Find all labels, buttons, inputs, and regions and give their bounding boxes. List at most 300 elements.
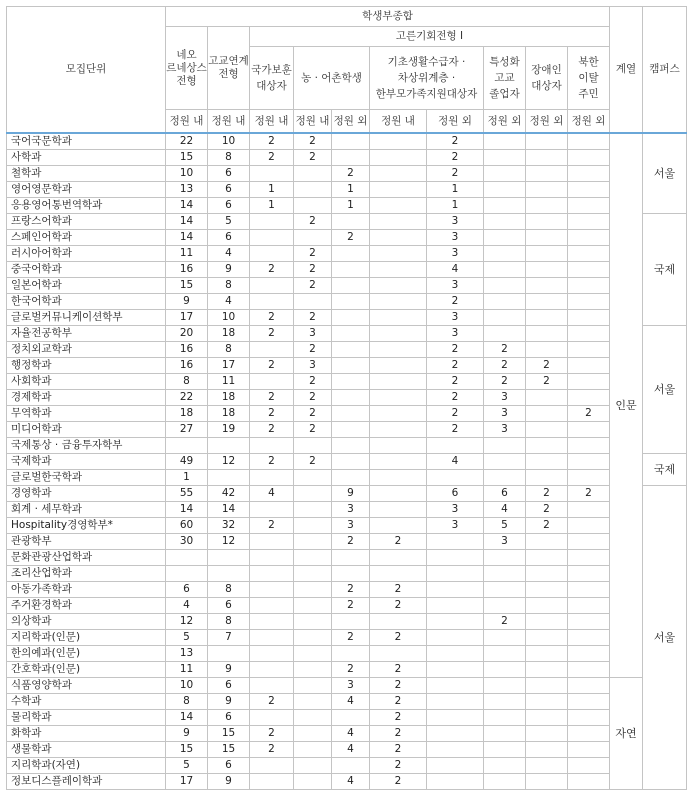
quota-cell — [427, 710, 484, 726]
quota-cell — [294, 694, 332, 710]
quota-cell: 2 — [294, 150, 332, 166]
quota-cell: 6 — [484, 486, 526, 502]
quota-cell: 32 — [208, 518, 250, 534]
quota-cell: 14 — [166, 214, 208, 230]
header-special-school — [484, 47, 526, 110]
quota-cell: 17 — [208, 358, 250, 374]
quota-cell — [526, 678, 568, 694]
header-neo-line: 네오 — [176, 48, 197, 61]
table-row — [7, 150, 687, 166]
quota-cell — [526, 598, 568, 614]
quota-cell — [370, 614, 427, 630]
quota-cell: 2 — [427, 166, 484, 182]
header-quota-out: 정원 외 — [526, 110, 568, 134]
quota-cell — [526, 454, 568, 470]
unit-name: 관광학부 — [7, 534, 166, 550]
quota-cell: 17 — [166, 310, 208, 326]
quota-cell: 11 — [166, 246, 208, 262]
quota-cell — [294, 534, 332, 550]
quota-cell — [526, 342, 568, 358]
quota-cell: 1 — [427, 198, 484, 214]
quota-cell — [250, 566, 294, 582]
quota-cell: 8 — [166, 694, 208, 710]
quota-cell: 3 — [427, 310, 484, 326]
quota-cell — [568, 246, 610, 262]
quota-cell — [370, 262, 427, 278]
unit-name: 문화관광산업학과 — [7, 550, 166, 566]
quota-cell — [332, 422, 370, 438]
quota-cell — [526, 198, 568, 214]
quota-cell — [484, 662, 526, 678]
quota-cell: 2 — [294, 454, 332, 470]
table-row — [7, 374, 687, 390]
quota-cell — [370, 133, 427, 150]
quota-cell: 3 — [484, 406, 526, 422]
table-row — [7, 630, 687, 646]
quota-cell: 6 — [208, 182, 250, 198]
quota-cell: 16 — [166, 342, 208, 358]
quota-cell: 2 — [370, 630, 427, 646]
table-row — [7, 614, 687, 630]
admissions-table-wrapper — [6, 6, 686, 790]
quota-cell: 2 — [484, 614, 526, 630]
quota-cell — [568, 774, 610, 790]
header-basic-livelihood — [370, 47, 484, 110]
quota-cell — [526, 726, 568, 742]
table-row — [7, 278, 687, 294]
quota-cell: 3 — [294, 326, 332, 342]
header-disabled — [526, 47, 568, 110]
quota-cell — [568, 566, 610, 582]
table-header — [7, 7, 687, 134]
quota-cell: 4 — [332, 742, 370, 758]
header-special-line: 특성화 — [489, 56, 520, 68]
quota-cell: 2 — [370, 710, 427, 726]
header-quota-in: 정원 내 — [208, 110, 250, 134]
table-row — [7, 422, 687, 438]
table-row — [7, 582, 687, 598]
header-quota-in: 정원 내 — [294, 110, 332, 134]
header-nk-line: 이탈 — [578, 72, 599, 84]
quota-cell: 2 — [484, 358, 526, 374]
quota-cell: 1 — [250, 198, 294, 214]
quota-cell: 5 — [166, 630, 208, 646]
quota-cell — [526, 646, 568, 662]
quota-cell: 3 — [332, 502, 370, 518]
quota-cell: 2 — [250, 262, 294, 278]
table-row — [7, 550, 687, 566]
unit-name: 행정학과 — [7, 358, 166, 374]
quota-cell — [484, 742, 526, 758]
table-row — [7, 566, 687, 582]
quota-cell: 9 — [208, 262, 250, 278]
quota-cell: 42 — [208, 486, 250, 502]
quota-cell: 4 — [332, 694, 370, 710]
quota-cell: 4 — [166, 598, 208, 614]
quota-cell — [484, 438, 526, 454]
table-row — [7, 662, 687, 678]
header-quota-in: 정원 내 — [250, 110, 294, 134]
quota-cell: 2 — [568, 486, 610, 502]
quota-cell — [370, 502, 427, 518]
quota-cell: 3 — [427, 230, 484, 246]
quota-cell — [166, 438, 208, 454]
unit-name: 철학과 — [7, 166, 166, 182]
quota-cell: 2 — [370, 534, 427, 550]
header-disabled-line: 대상자 — [531, 80, 562, 92]
quota-cell: 2 — [250, 454, 294, 470]
unit-name: 일본어학과 — [7, 278, 166, 294]
quota-cell: 1 — [427, 182, 484, 198]
quota-cell: 4 — [208, 294, 250, 310]
admissions-quota-table — [6, 6, 687, 790]
quota-cell — [294, 502, 332, 518]
unit-name: 한국어학과 — [7, 294, 166, 310]
unit-name: 생물학과 — [7, 742, 166, 758]
quota-cell — [484, 230, 526, 246]
quota-cell: 2 — [250, 150, 294, 166]
quota-cell — [568, 326, 610, 342]
quota-cell — [427, 662, 484, 678]
quota-cell: 16 — [166, 358, 208, 374]
quota-cell: 2 — [294, 422, 332, 438]
quota-cell — [294, 726, 332, 742]
unit-name: 영어영문학과 — [7, 182, 166, 198]
quota-cell: 11 — [208, 374, 250, 390]
quota-cell — [370, 406, 427, 422]
quota-cell — [568, 182, 610, 198]
quota-cell: 49 — [166, 454, 208, 470]
table-row — [7, 502, 687, 518]
quota-cell — [526, 150, 568, 166]
quota-cell — [526, 278, 568, 294]
quota-cell: 2 — [526, 502, 568, 518]
header-field: 계열 — [610, 7, 643, 134]
quota-cell — [568, 133, 610, 150]
unit-name: 경영학과 — [7, 486, 166, 502]
quota-cell: 3 — [332, 678, 370, 694]
table-row — [7, 358, 687, 374]
table-row — [7, 198, 687, 214]
quota-cell — [332, 758, 370, 774]
campus-group: 서울 — [643, 133, 687, 214]
table-row — [7, 230, 687, 246]
header-rural: 농 · 어촌학생 — [294, 47, 370, 110]
quota-cell — [370, 310, 427, 326]
quota-cell: 1 — [332, 198, 370, 214]
quota-cell — [568, 150, 610, 166]
quota-cell — [370, 326, 427, 342]
quota-cell — [370, 518, 427, 534]
unit-name: 물리학과 — [7, 710, 166, 726]
quota-cell — [568, 678, 610, 694]
quota-cell — [250, 534, 294, 550]
quota-cell: 3 — [427, 214, 484, 230]
table-row — [7, 133, 687, 150]
quota-cell — [484, 694, 526, 710]
quota-cell — [526, 326, 568, 342]
quota-cell: 14 — [166, 502, 208, 518]
table-row — [7, 534, 687, 550]
quota-cell — [568, 726, 610, 742]
quota-cell: 22 — [166, 133, 208, 150]
header-nk-line: 주민 — [578, 88, 599, 100]
quota-cell: 13 — [166, 182, 208, 198]
unit-name: 자율전공학부 — [7, 326, 166, 342]
quota-cell — [332, 342, 370, 358]
quota-cell — [250, 662, 294, 678]
quota-cell — [370, 246, 427, 262]
unit-name: 무역학과 — [7, 406, 166, 422]
header-campus: 캠퍼스 — [643, 7, 687, 134]
quota-cell — [427, 694, 484, 710]
quota-cell: 2 — [250, 133, 294, 150]
quota-cell — [568, 550, 610, 566]
table-row — [7, 758, 687, 774]
quota-cell — [568, 214, 610, 230]
quota-cell — [484, 133, 526, 150]
quota-cell — [568, 646, 610, 662]
quota-cell — [208, 438, 250, 454]
header-quota-out: 정원 외 — [427, 110, 484, 134]
header-veteran — [250, 47, 294, 110]
table-row — [7, 774, 687, 790]
quota-cell: 2 — [332, 598, 370, 614]
unit-name: 프랑스어학과 — [7, 214, 166, 230]
quota-cell: 14 — [166, 710, 208, 726]
quota-cell: 12 — [208, 454, 250, 470]
quota-cell — [484, 630, 526, 646]
quota-cell: 3 — [427, 246, 484, 262]
quota-cell — [208, 566, 250, 582]
quota-cell: 19 — [208, 422, 250, 438]
quota-cell — [370, 278, 427, 294]
quota-cell: 2 — [427, 406, 484, 422]
quota-cell: 9 — [332, 486, 370, 502]
header-disabled-line: 장애인 — [531, 64, 562, 76]
quota-cell: 6 — [208, 166, 250, 182]
quota-cell — [526, 438, 568, 454]
quota-cell — [332, 246, 370, 262]
quota-cell — [370, 166, 427, 182]
unit-name: 간호학과(인문) — [7, 662, 166, 678]
quota-cell: 2 — [332, 662, 370, 678]
quota-cell — [427, 566, 484, 582]
quota-cell: 4 — [332, 726, 370, 742]
quota-cell — [332, 646, 370, 662]
quota-cell: 27 — [166, 422, 208, 438]
quota-cell: 6 — [208, 198, 250, 214]
quota-cell: 4 — [427, 262, 484, 278]
quota-cell: 2 — [332, 582, 370, 598]
quota-cell — [526, 166, 568, 182]
field-group: 인문 — [610, 133, 643, 678]
quota-cell — [427, 630, 484, 646]
quota-cell: 2 — [250, 518, 294, 534]
quota-cell: 3 — [427, 326, 484, 342]
quota-cell: 2 — [526, 518, 568, 534]
header-unit: 모집단위 — [7, 7, 166, 134]
header-veteran-line: 국가보훈 — [251, 64, 292, 76]
quota-cell — [484, 758, 526, 774]
quota-cell: 2 — [294, 390, 332, 406]
table-row — [7, 326, 687, 342]
quota-cell: 3 — [427, 518, 484, 534]
unit-name: Hospitality경영학부* — [7, 518, 166, 534]
unit-name: 글로벌커뮤니케이션학부 — [7, 310, 166, 326]
quota-cell: 9 — [208, 662, 250, 678]
unit-name: 국어국문학과 — [7, 133, 166, 150]
unit-name: 화학과 — [7, 726, 166, 742]
quota-cell — [332, 438, 370, 454]
quota-cell: 3 — [427, 502, 484, 518]
quota-cell — [484, 550, 526, 566]
quota-cell: 2 — [250, 422, 294, 438]
quota-cell — [484, 726, 526, 742]
quota-cell: 2 — [526, 374, 568, 390]
quota-cell: 4 — [332, 774, 370, 790]
header-quota-out: 정원 외 — [332, 110, 370, 134]
quota-cell — [484, 214, 526, 230]
quota-cell: 4 — [427, 454, 484, 470]
quota-cell — [332, 614, 370, 630]
header-quota-in: 정원 내 — [370, 110, 427, 134]
quota-cell — [427, 742, 484, 758]
quota-cell — [250, 710, 294, 726]
quota-cell: 3 — [427, 278, 484, 294]
quota-cell — [484, 774, 526, 790]
header-quota-in: 정원 내 — [166, 110, 208, 134]
quota-cell — [166, 550, 208, 566]
table-row — [7, 406, 687, 422]
quota-cell — [526, 422, 568, 438]
quota-cell — [250, 774, 294, 790]
quota-cell — [294, 582, 332, 598]
unit-name: 응용영어통번역학과 — [7, 198, 166, 214]
unit-name: 수학과 — [7, 694, 166, 710]
quota-cell: 2 — [427, 422, 484, 438]
quota-cell: 1 — [250, 182, 294, 198]
table-row — [7, 486, 687, 502]
quota-cell — [370, 470, 427, 486]
quota-cell: 2 — [370, 598, 427, 614]
quota-cell — [568, 662, 610, 678]
quota-cell: 2 — [370, 678, 427, 694]
quota-cell: 2 — [370, 582, 427, 598]
quota-cell — [294, 166, 332, 182]
quota-cell: 6 — [166, 582, 208, 598]
quota-cell — [526, 406, 568, 422]
quota-cell — [370, 422, 427, 438]
table-row — [7, 646, 687, 662]
quota-cell — [332, 390, 370, 406]
table-body — [7, 133, 687, 790]
unit-name: 사학과 — [7, 150, 166, 166]
quota-cell — [568, 438, 610, 454]
quota-cell: 2 — [250, 326, 294, 342]
quota-cell — [526, 182, 568, 198]
quota-cell — [370, 294, 427, 310]
quota-cell — [294, 550, 332, 566]
quota-cell — [332, 214, 370, 230]
quota-cell — [427, 550, 484, 566]
quota-cell: 10 — [208, 310, 250, 326]
quota-cell: 14 — [166, 198, 208, 214]
unit-name: 회계 · 세무학과 — [7, 502, 166, 518]
quota-cell — [526, 534, 568, 550]
quota-cell: 4 — [208, 246, 250, 262]
quota-cell: 2 — [370, 742, 427, 758]
quota-cell: 6 — [208, 598, 250, 614]
quota-cell: 22 — [166, 390, 208, 406]
quota-cell: 2 — [332, 166, 370, 182]
quota-cell — [568, 614, 610, 630]
header-equal-opportunity: 고른기회전형 I — [250, 27, 610, 47]
quota-cell — [332, 406, 370, 422]
quota-cell: 2 — [250, 726, 294, 742]
quota-cell — [427, 534, 484, 550]
quota-cell — [568, 198, 610, 214]
quota-cell: 14 — [208, 502, 250, 518]
quota-cell: 18 — [208, 406, 250, 422]
quota-cell — [568, 294, 610, 310]
quota-cell — [568, 454, 610, 470]
quota-cell — [332, 358, 370, 374]
quota-cell — [526, 230, 568, 246]
quota-cell — [332, 454, 370, 470]
quota-cell — [568, 534, 610, 550]
quota-cell: 9 — [166, 726, 208, 742]
table-row — [7, 310, 687, 326]
quota-cell — [427, 774, 484, 790]
quota-cell — [427, 646, 484, 662]
quota-cell — [526, 582, 568, 598]
header-basic-line: 한부모가족지원대상자 — [375, 88, 478, 100]
quota-cell — [427, 470, 484, 486]
quota-cell — [568, 582, 610, 598]
quota-cell: 2 — [370, 662, 427, 678]
quota-cell — [370, 646, 427, 662]
quota-cell: 4 — [250, 486, 294, 502]
header-neo-renaissance — [166, 27, 208, 110]
quota-cell — [568, 374, 610, 390]
quota-cell: 2 — [250, 358, 294, 374]
quota-cell: 15 — [166, 150, 208, 166]
quota-cell: 13 — [166, 646, 208, 662]
quota-cell: 2 — [250, 406, 294, 422]
quota-cell: 2 — [370, 694, 427, 710]
campus-group: 서울 — [643, 486, 687, 790]
quota-cell: 2 — [427, 390, 484, 406]
quota-cell — [526, 662, 568, 678]
quota-cell — [294, 566, 332, 582]
quota-cell — [294, 662, 332, 678]
quota-cell — [250, 582, 294, 598]
quota-cell — [208, 470, 250, 486]
quota-cell — [294, 486, 332, 502]
quota-cell — [250, 438, 294, 454]
quota-cell — [294, 230, 332, 246]
quota-cell — [332, 550, 370, 566]
quota-cell: 2 — [370, 758, 427, 774]
quota-cell — [250, 230, 294, 246]
quota-cell: 2 — [250, 310, 294, 326]
header-school-line: 전형 — [218, 68, 239, 80]
quota-cell — [526, 390, 568, 406]
quota-cell — [294, 678, 332, 694]
quota-cell — [568, 390, 610, 406]
quota-cell: 8 — [208, 150, 250, 166]
